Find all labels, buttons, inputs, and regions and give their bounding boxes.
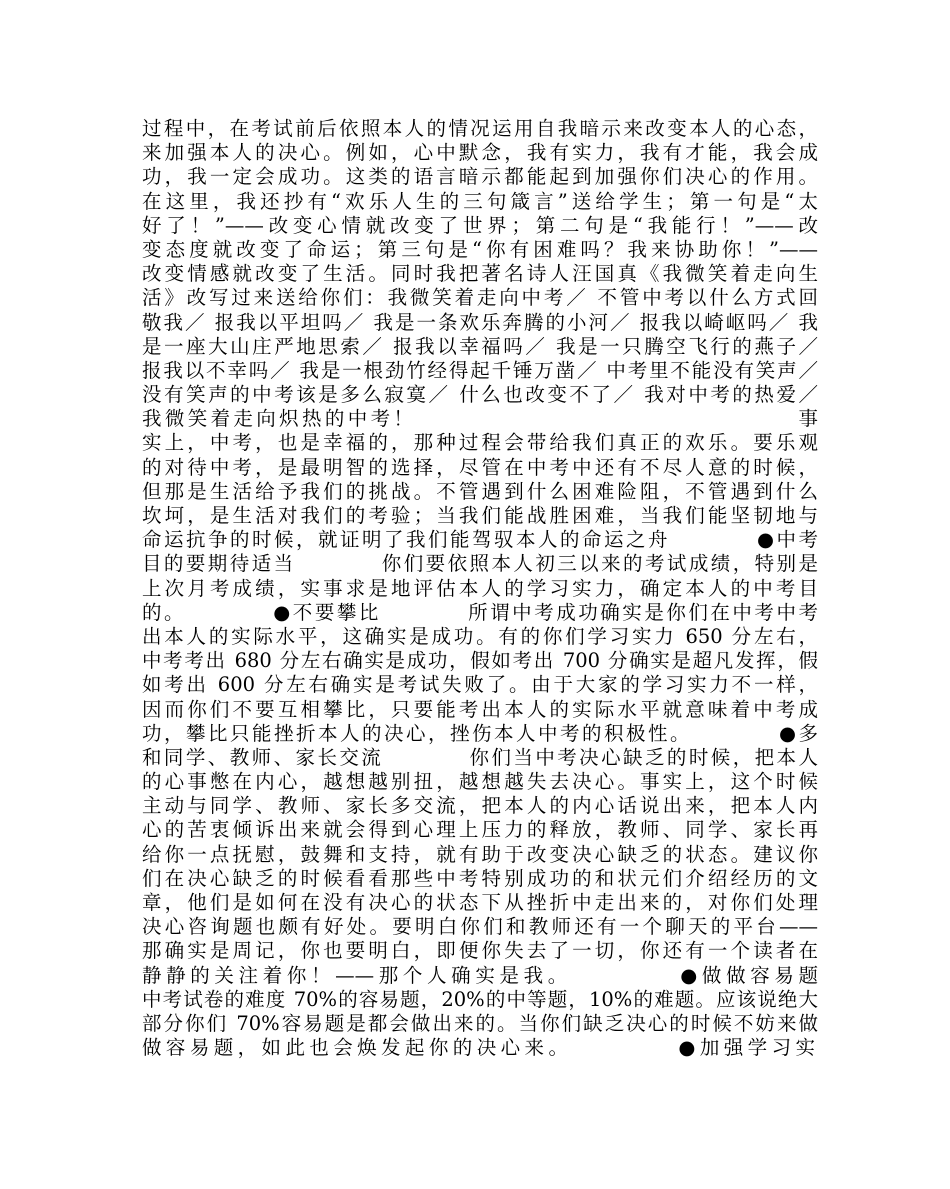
text-line: 命运抗争的时候，就证明了我们能驾驭本人的命运之舟 ●中考 bbox=[142, 528, 818, 552]
text-line: 改变情感就改变了生活。同时我把著名诗人汪国真《我微笑着走向生 bbox=[142, 262, 818, 286]
text-line: 上次月考成绩，实事求是地评估本人的学习实力，确定本人的中考目 bbox=[142, 576, 818, 600]
text-line: 中考考出 680 分左右确实是成功，假如考出 700 分确实是超凡发挥，假 bbox=[142, 649, 818, 673]
text-line: 主动与同学、教师、家长多交流，把本人的内心话说出来，把本人内 bbox=[142, 794, 818, 818]
text-line: 章，他们是如何在没有决心的状态下从挫折中走出来的，对你们处理 bbox=[142, 891, 818, 914]
text-line: 的。 ●不要攀比 所谓中考成功确实是你们在中考中考 bbox=[142, 600, 818, 624]
text-line: 来加强本人的决心。例如，心中默念，我有实力，我有才能，我会成 bbox=[142, 141, 818, 165]
text-line: 敬我／ 报我以平坦吗／ 我是一条欢乐奔腾的小河／ 报我以崎岖吗／ 我 bbox=[142, 310, 818, 334]
text-line: 中考试卷的难度 70%的容易题，20%的中等题，10%的难题。应该说绝大 bbox=[142, 987, 818, 1011]
text-line: 功，我一定会成功。这类的语言暗示都能起到加强你们决心的作用。 bbox=[142, 165, 818, 189]
text-line: 给你一点抚慰，鼓舞和支持，就有助于改变决心缺乏的状态。建议你 bbox=[142, 842, 818, 866]
text-line: 实上，中考，也是幸福的，那种过程会带给我们真正的欢乐。要乐观 bbox=[142, 431, 818, 455]
text-line: 的对待中考，是最明智的选择，尽管在中考中还有不尽人意的时候， bbox=[142, 455, 818, 479]
text-line: 过程中，在考试前后依照本人的情况运用自我暗示来改变本人的心态， bbox=[142, 117, 818, 140]
text-line: 好了！”——改变心情就改变了世界；第二句是“我能行！”——改 bbox=[142, 213, 818, 237]
text-line: 活》改写过来送给你们：我微笑着走向中考／ 不管中考以什么方式回 bbox=[142, 286, 818, 310]
text-line: 坎坷，是生活对我们的考验；当我们能战胜困难，当我们能坚韧地与 bbox=[142, 504, 818, 527]
text-line: 的心事憋在内心，越想越别扭，越想越失去决心。事实上，这个时候 bbox=[142, 770, 818, 794]
text-line: 报我以不幸吗／ 我是一根劲竹经得起千锤万凿／ 中考里不能没有笑声／ bbox=[142, 358, 818, 382]
text-line: 在这里，我还抄有“欢乐人生的三句箴言”送给学生；第一句是“太 bbox=[142, 189, 818, 213]
text-line: 目的要期待适当 你们要依照本人初三以来的考试成绩，特别是 bbox=[142, 552, 818, 576]
text-line: 决心咨询题也颇有好处。要明白你们和教师还有一个聊天的平台—— bbox=[142, 915, 818, 939]
text-line: 们在决心缺乏的时候看看那些中考特别成功的和状元们介绍经历的文 bbox=[142, 866, 818, 890]
text-line: 和同学、教师、家长交流 你们当中考决心缺乏的时候，把本人 bbox=[142, 745, 818, 769]
text-line: 部分你们 70%容易题是都会做出来的。当你们缺乏决心的时候不妨来做 bbox=[142, 1011, 818, 1035]
text-line: 没有笑声的中考该是多么寂寞／ 什么也改变不了／ 我对中考的热爱／ bbox=[142, 383, 818, 407]
body-text bbox=[142, 117, 818, 1060]
text-line: 是一座大山庄严地思索／ 报我以幸福吗／ 我是一只腾空飞行的燕子／ bbox=[142, 334, 818, 358]
text-line: 那确实是周记，你也要明白，即便你失去了一切，你还有一个读者在 bbox=[142, 939, 818, 963]
text-line: 因而你们不要互相攀比，只要能考出本人的实际水平就意味着中考成 bbox=[142, 697, 818, 721]
text-line: 如考出 600 分左右确实是考试失败了。由于大家的学习实力不一样， bbox=[142, 673, 818, 697]
text-line: 功，攀比只能挫折本人的决心，挫伤本人中考的积极性。 ●多 bbox=[142, 721, 818, 745]
text-line: 但那是生活给予我们的挑战。不管遇到什么困难险阻，不管遇到什么 bbox=[142, 479, 818, 503]
text-line: 出本人的实际水平，这确实是成功。有的你们学习实力 650 分左右， bbox=[142, 624, 818, 648]
text-line: 做容易题，如此也会焕发起你的决心来。 ●加强学习实 bbox=[142, 1036, 818, 1060]
text-line: 我微笑着走向炽热的中考！ 事 bbox=[142, 407, 818, 431]
text-line: 变态度就改变了命运；第三句是“你有困难吗？我来协助你！”—— bbox=[142, 237, 818, 261]
text-line: 静静的关注着你！——那个人确实是我。 ●做做容易题 bbox=[142, 963, 818, 987]
text-line: 心的苦衷倾诉出来就会得到心理上压力的释放，教师、同学、家长再 bbox=[142, 818, 818, 842]
